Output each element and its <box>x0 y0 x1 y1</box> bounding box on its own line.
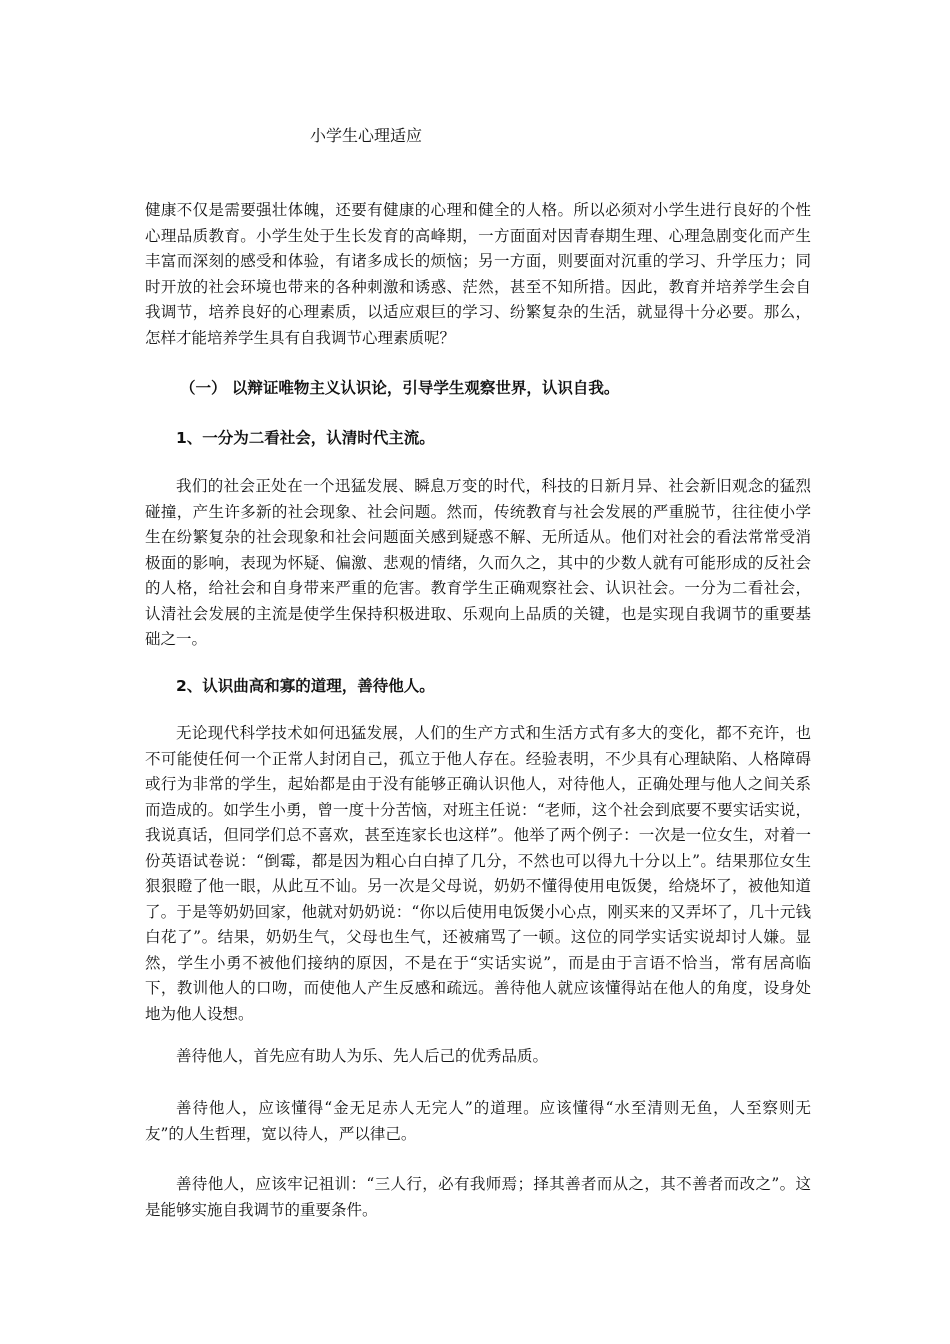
subsection-heading-2: 2、认识曲高和寡的道理，善待他人。 <box>176 677 435 695</box>
paragraph-help-others: 善待他人，首先应有助人为乐、先人后己的优秀品质。 <box>176 1047 549 1065</box>
section-heading: （一） 以辩证唯物主义认识论，引导学生观察世界，认识自我。 <box>180 379 620 397</box>
document-title: 小学生心理适应 <box>310 126 423 145</box>
paragraph-no-perfect-person: 善待他人，应该懂得“金无足赤人无完人”的道理。应该懂得“水至清则无鱼，人至察则无友”的人生哲理，宽以待人，严以律己。 <box>145 1099 811 1143</box>
intro-paragraph: 健康不仅是需要强壮体魄，还要有健康的心理和健全的人格。所以必须对小学生进行良好的个性心理品质教育。小学生处于生长发育的高峰期，一方面面对因青春期生理、心理急剧变化而产生丰富而深刻的感受和体验，有诸多成长的烦恼；另一方面，则要面对沉重的学习、升学压力；同时开放的社会环境也带来的各种刺激和诱惑、茫然，甚至不知所措。因此，教育并培养学生会自我调节，培养良好的心理素质，以适应艰巨的学习、纷繁复杂的生活，就显得十分必要。那么，怎样才能培养学生具有自我调节心理素质呢？ <box>145 201 811 347</box>
subsection-paragraph-1: 我们的社会正处在一个迅猛发展、瞬息万变的时代，科技的日新月异、社会新旧观念的猛烈碰撞，产生许多新的社会现象、社会问题。然而，传统教育与社会发展的严重脱节，往往使小学生在纷繁复杂的社会现象和社会问题面关感到疑惑不解、无所适从。他们对社会的看法常常受消极面的影响，表现为怀疑、偏激、悲观的情绪，久而久之，其中的少数人就有可能形成的反社会的人格，给社会和自身带来严重的危害。教育学生正确观察社会、认识社会。一分为二看社会，认清社会发展的主流是使学生保持积极进取、乐观向上品质的关键，也是实现自我调节的重要基础之一。 <box>145 477 811 648</box>
paragraph-ancestral-teaching: 善待他人，应该牢记祖训：“三人行，必有我师焉；择其善者而从之，其不善者而改之”。这是能够实施自我调节的重要条件。 <box>145 1175 811 1219</box>
subsection-heading-1: 1、一分为二看社会，认清时代主流。 <box>176 429 435 447</box>
subsection-paragraph-2: 无论现代科学技术如何迅猛发展，人们的生产方式和生活方式有多大的变化，都不充许，也不可能使任何一个正常人封闭自己，孤立于他人存在。经验表明，不少具有心理缺陷、人格障碍或行为非常的学生，起始都是由于没有能够正确认识他人，对待他人，正确处理与他人之间关系而造成的。如学生小勇，曾一度十分苦恼，对班主任说：“老师，这个社会到底要不要实话实说，我说真话，但同学们总不喜欢，甚至连家长也这样”。他举了两个例子：一次是一位女生，对着一份英语试卷说：“倒霉，都是因为粗心白白掉了几分，不然也可以得九十分以上”。结果那位女生狠狠瞪了他一眼，从此互不讪。另一次是父母说，奶奶不懂得使用电饭煲，给烧坏了，被他知道了。于是等奶奶回家，他就对奶奶说：“你以后使用电饭煲小心点，刚买来的又弄坏了，几十元钱白花了”。结果，奶奶生气，父母也生气，还被痛骂了一顿。这位的同学实话实说却讨人嫌。显然，学生小勇不被他们接纳的原因，不是在于“实话实说”，而是由于言语不恰当，常有居高临下，教训他人的口吻，而使他人产生反感和疏远。善待他人就应该懂得站在他人的角度，设身处地为他人设想。 <box>145 724 811 1023</box>
